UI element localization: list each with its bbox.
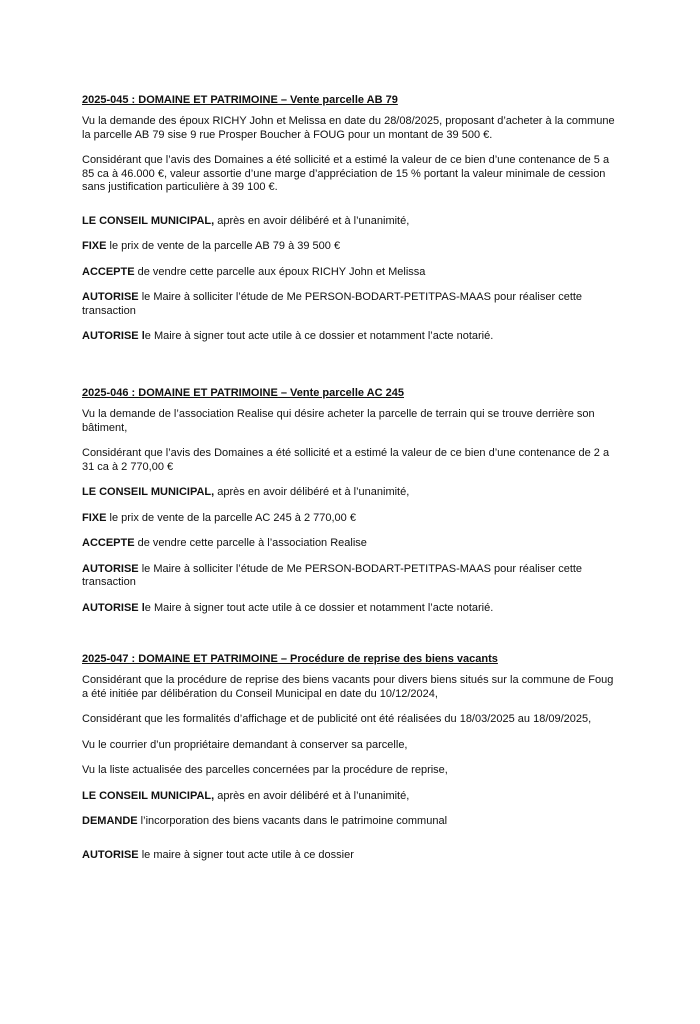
deliberation-2025-046 xyxy=(82,386,622,627)
paragraph: Vu la liste actualisée des parcelles concernées par la procédure de reprise, xyxy=(82,764,448,776)
keyword: AUTORISE xyxy=(82,291,139,303)
keyword: ACCEPTE xyxy=(82,537,135,549)
paragraph: ACCEPTE de vendre cette parcelle à l’association Realise xyxy=(82,537,367,549)
keyword: AUTORISE l xyxy=(82,601,145,614)
keyword: FIXE xyxy=(82,511,107,524)
paragraph: FIXE le prix de vente de la parcelle AB 79 à 39 500 € xyxy=(82,240,341,252)
paragraph: Considérant que l’avis des Domaines a été sollicité et a estimé la valeur de ce bien d’une contenance de 2 a 31 ca à 2 770,00 € xyxy=(82,447,610,473)
deliberation-2025-045 xyxy=(82,93,622,356)
paragraph: Vu le courrier d’un propriétaire demandant à conserver sa parcelle, xyxy=(82,738,408,751)
paragraph: AUTORISE le Maire à solliciter l’étude de Me PERSON-BODART-PETITPAS-MAAS pour réaliser cette transaction xyxy=(82,562,583,588)
section-heading: 2025-046 : DOMAINE ET PATRIMOINE – Vente parcelle AC 245 xyxy=(82,387,404,399)
paragraph: AUTORISE le Maire à signer tout acte utile à ce dossier et notamment l’acte notarié. xyxy=(82,330,494,342)
section-heading: 2025-047 : DOMAINE ET PATRIMOINE – Procédure de reprise des biens vacants xyxy=(82,653,498,665)
keyword: LE CONSEIL MUNICIPAL, xyxy=(82,214,215,227)
keyword: LE CONSEIL MUNICIPAL, xyxy=(82,789,215,802)
paragraph: LE CONSEIL MUNICIPAL, après en avoir délibéré et à l’unanimité, xyxy=(82,486,410,498)
deliberation-2025-047 xyxy=(82,652,622,874)
paragraph: Considérant que les formalités d’affichage et de publicité ont été réalisées du 18/03/2025 au 18/09/2025, xyxy=(82,713,592,725)
paragraph: DEMANDE l’incorporation des biens vacants dans le patrimoine communal xyxy=(82,815,448,827)
keyword: AUTORISE l xyxy=(82,330,145,342)
section-heading: 2025-045 : DOMAINE ET PATRIMOINE – Vente parcelle AB 79 xyxy=(82,94,398,106)
paragraph: FIXE le prix de vente de la parcelle AC 245 à 2 770,00 € xyxy=(82,511,356,524)
paragraph: Vu la demande des époux RICHY John et Melissa en date du 28/08/2025, proposant d’acheter à la commune la parcelle AB 79 sise 9 rue Prosper Boucher à FOUG pour un montant de 39 500 €. xyxy=(82,115,615,141)
keyword: ACCEPTE xyxy=(82,265,135,278)
keyword: DEMANDE xyxy=(82,815,138,827)
paragraph: AUTORISE le Maire à signer tout acte utile à ce dossier et notamment l’acte notarié. xyxy=(82,601,494,614)
keyword: AUTORISE xyxy=(82,562,139,575)
keyword: AUTORISE xyxy=(82,848,139,861)
keyword: FIXE xyxy=(82,240,107,252)
paragraph: AUTORISE le Maire à solliciter l’étude de Me PERSON-BODART-PETITPAS-MAAS pour réaliser cette transaction xyxy=(82,291,583,317)
paragraph: LE CONSEIL MUNICIPAL, après en avoir délibéré et à l’unanimité, xyxy=(82,214,410,227)
paragraph: ACCEPTE de vendre cette parcelle aux époux RICHY John et Melissa xyxy=(82,265,426,278)
keyword: LE CONSEIL MUNICIPAL, xyxy=(82,486,215,498)
paragraph: Vu la demande de l’association Realise qui désire acheter la parcelle de terrain qui se trouve derrière son bâtiment, xyxy=(82,408,595,434)
paragraph: AUTORISE le maire à signer tout acte utile à ce dossier xyxy=(82,848,354,861)
paragraph: Considérant que la procédure de reprise des biens vacants pour divers biens situés sur la commune de Foug a été initiée par délibération du Conseil Municipal en date du 10/12/2024, xyxy=(82,674,614,700)
paragraph: Considérant que l’avis des Domaines a été sollicité et a estimé la valeur de ce bien d’une contenance de 5 a 85 ca à 46.000 €, valeur assortie d’une marge d’appréciation de 15 % portant la valeur minimale de cession sans justification particulière à 39 100 €. xyxy=(82,154,610,193)
paragraph: LE CONSEIL MUNICIPAL, après en avoir délibéré et à l’unanimité, xyxy=(82,789,410,802)
